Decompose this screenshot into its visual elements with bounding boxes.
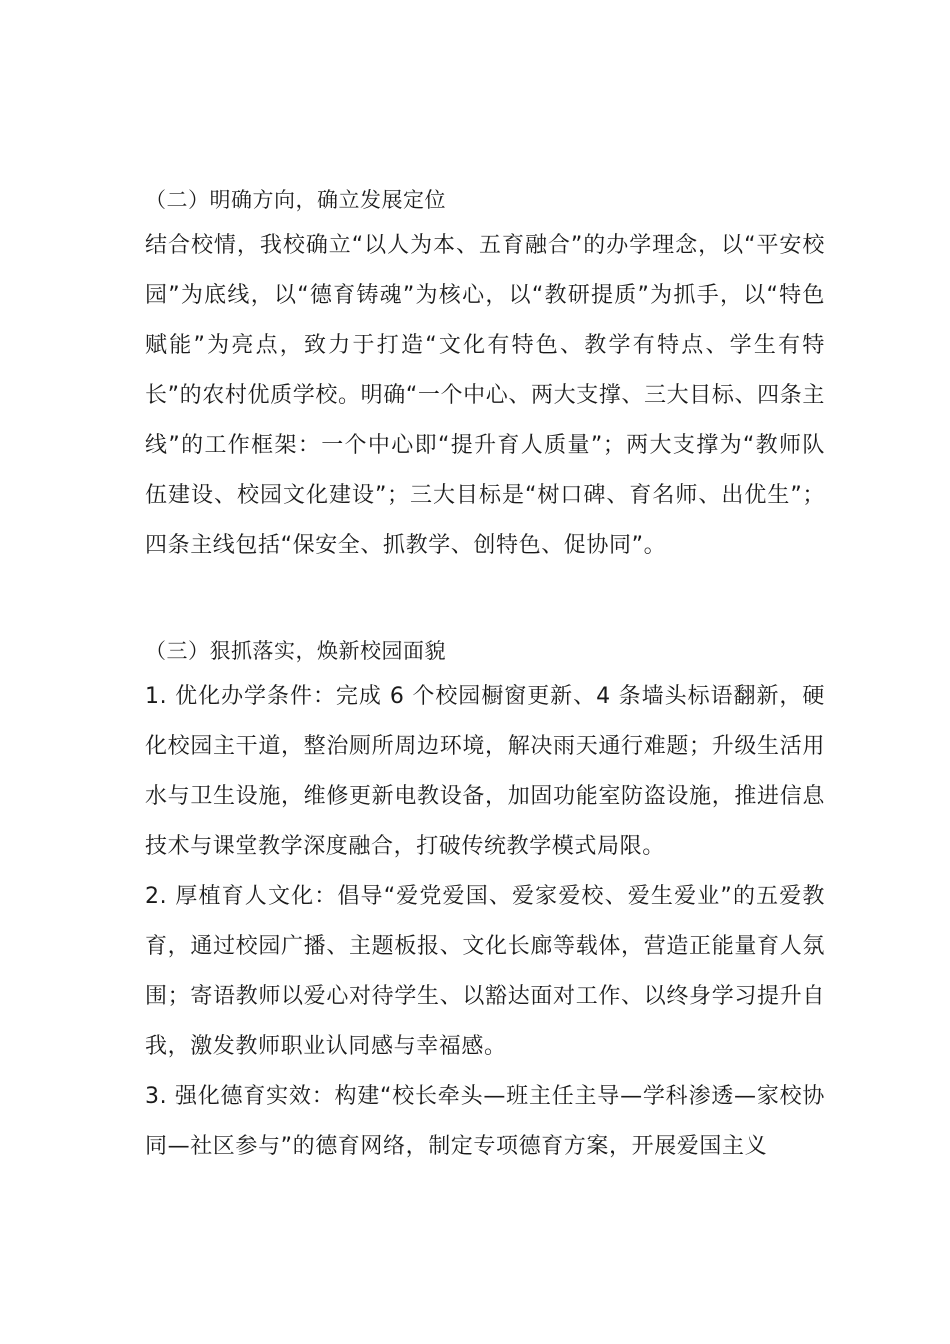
- section-spacer: [145, 571, 825, 631]
- list-item-optimize-conditions: 1. 优化办学条件：完成 6 个校园橱窗更新、4 条墙头标语翻新，硬化校园主干道，整治厕所周边环境，解决雨天通行难题；升级生活用水与卫生设施，维修更新电教设备，加固功能室防盗设施，推进信息技术与课堂教学深度融合，打破传统教学模式局限。: [145, 684, 825, 859]
- section-heading-2: （二）明确方向，确立发展定位: [145, 188, 446, 212]
- section-heading-3: （三）狠抓落实，焕新校园面貌: [145, 639, 446, 663]
- list-item-moral-education: 3. 强化德育实效：构建“校长牵头—班主任主导—学科渗透—家校协同—社区参与”的德育网络，制定专项德育方案，开展爱国主义: [145, 1084, 825, 1159]
- document-body: [145, 180, 825, 1172]
- list-item-culture: 2. 厚植育人文化：倡导“爱党爱国、爱家爱校、爱生爱业”的五爱教育，通过校园广播、主题板报、文化长廊等载体，营造正能量育人氛围；寄语教师以爱心对待学生、以豁达面对工作、以终身学习提升自我，激发教师职业认同感与幸福感。: [145, 884, 825, 1059]
- section-2-paragraph: 结合校情，我校确立“以人为本、五育融合”的办学理念，以“平安校园”为底线，以“德育铸魂”为核心，以“教研提质”为抓手，以“特色赋能”为亮点，致力于打造“文化有特色、教学有特点、学生有特长”的农村优质学校。明确“一个中心、两大支撑、三大目标、四条主线”的工作框架：一个中心即“提升育人质量”；两大支撑为“教师队伍建设、校园文化建设”；三大目标是“树口碑、育名师、出优生”；四条主线包括“保安全、抓教学、创特色、促协同”。: [145, 233, 825, 558]
